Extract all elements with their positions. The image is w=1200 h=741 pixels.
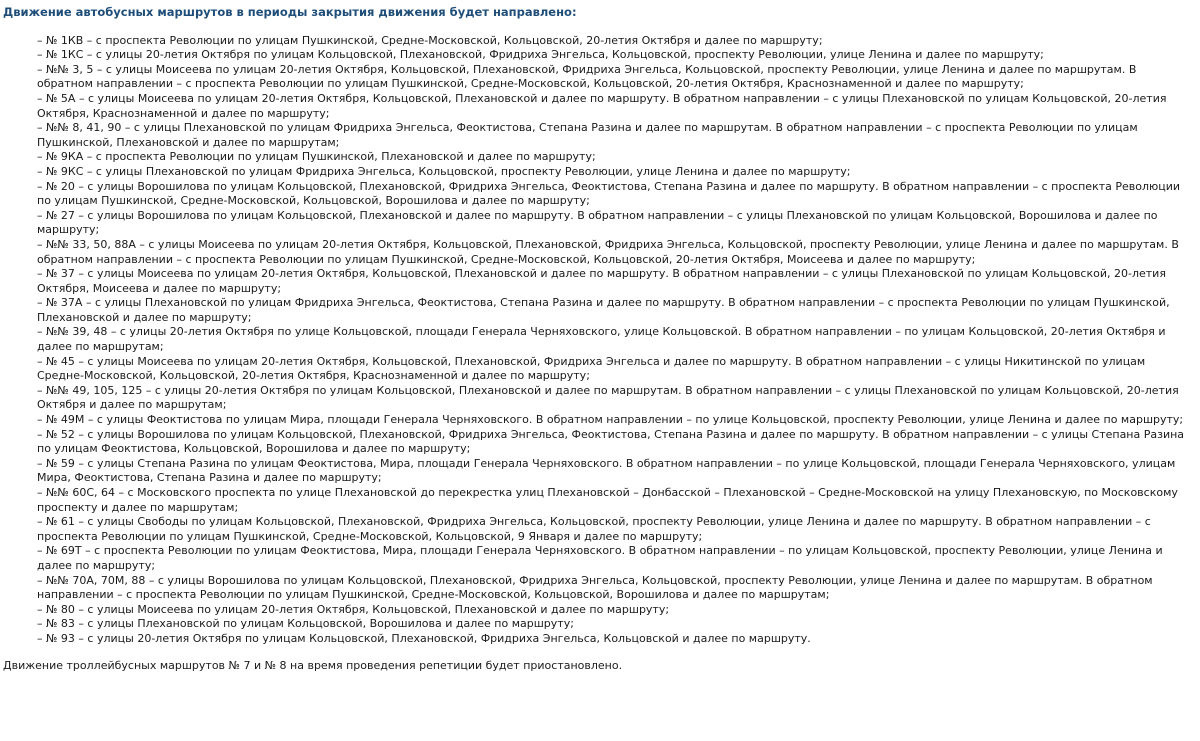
route-item-1kv: – № 1КВ – с проспекта Революции по улицам Пушкинской, Средне-Московской, Кольцовской, 20-летия Октября и далее по маршруту; <box>37 33 823 47</box>
route-item-27: – № 27 – с улицы Ворошилова по улицам Кольцовской, Плехановской и далее по маршруту. В обратном направлении – с улицы Плехановской по улицам Кольцовской, Ворошилова и далее по маршруту; <box>37 208 1158 237</box>
route-item-70a-70m-88: – №№ 70А, 70М, 88 – с улицы Ворошилова по улицам Кольцовской, Плехановской, Фридриха Энгельса, Кольцовской, проспекту Революции, улице Ленина и далее по маршрутам. В обратном направлении – с проспекта Революции по улицам Пушкинской, Средне-Московской, Кольцовской, Ворошилова и далее по маршрутам; <box>37 573 1153 602</box>
route-item-59: – № 59 – с улицы Степана Разина по улицам Феоктистова, Мира, площади Генерала Черняховского. В обратном направлении – по улице Кольцовской, площади Генерала Черняховского, улицам Мира, Феоктистова, Степана Разина и далее по маршруту; <box>37 456 1176 485</box>
route-list <box>3 34 1193 647</box>
route-item-20: – № 20 – с улицы Ворошилова по улицам Кольцовской, Плехановской, Фридриха Энгельса, Феоктистова, Степана Разина и далее по маршруту. В обратном направлении – с проспекта Революции по улицам Пушкинской, Средне-Московской, Кольцовской, Ворошилова и далее по маршруту; <box>37 179 1181 208</box>
route-item-60s-64: – №№ 60С, 64 – с Московского проспекта по улице Плехановской до перекрестка улиц Плехановской – Донбасской – Плехановской – Средне-Московской на улицу Плехановскую, по Московскому проспекту и далее по маршрутам; <box>37 486 1178 514</box>
route-item-9ks: – № 9КС – с улицы Плехановской по улицам Фридриха Энгельса, Кольцовской, проспекту Революции, улице Ленина и далее по маршруту; <box>37 164 851 178</box>
trolleybus-note: Движение троллейбусных маршрутов № 7 и № 8 на время проведения репетиции будет приостановлено. <box>3 658 623 672</box>
route-item-5a: – № 5А – с улицы Моисеева по улицам 20-летия Октября, Кольцовской, Плехановской и далее по маршруту. В обратном направлении – с улицы Плехановской по улицам Кольцовской, 20-летия Октября, Краснознаменной и далее по маршруту; <box>37 91 1167 120</box>
route-item-45: – № 45 – с улицы Моисеева по улицам 20-летия Октября, Кольцовской, Плехановской, Фридриха Энгельса и далее по маршруту. В обратном направлении – с улицы Никитинской по улицам Средне-Московской, Кольцовской, 20-летия Октября, Краснознаменной и далее по маршруту; <box>37 354 1146 383</box>
route-item-61: – № 61 – с улицы Свободы по улицам Кольцовской, Плехановской, Фридриха Энгельса, Кольцовской, проспекту Революции, улице Ленина и далее по маршруту. В обратном направлении – с проспекта Революции по улицам Пушкинской, Средне-Московской, Кольцовской, 9 Января и далее по маршруту; <box>37 515 1151 543</box>
route-item-37: – № 37 – с улицы Моисеева по улицам 20-летия Октября, Кольцовской, Плехановской и далее по маршруту. В обратном направлении – с улицы Плехановской по улицам Кольцовской, 20-летия Октября, Моисеева и далее по маршруту; <box>37 267 1166 295</box>
route-item-93: – № 93 – с улицы 20-летия Октября по улицам Кольцовской, Плехановской, Фридриха Энгельса, Кольцовской и далее по маршруту. <box>37 631 811 645</box>
route-item-1ks: – № 1КС – с улицы 20-летия Октября по улицам Кольцовской, Плехановской, Фридриха Энгельса, Кольцовской, проспекту Революции, улице Ленина и далее по маршруту; <box>37 48 1044 62</box>
article-body <box>3 5 1193 673</box>
route-item-39-48: – №№ 39, 48 – с улицы 20-летия Октября по улице Кольцовской, площади Генерала Черняховского, улице Кольцовской. В обратном направлении – по улицам Кольцовской, 20-летия Октября и далее по маршрутам; <box>37 325 1166 354</box>
route-item-49m: – № 49М – с улицы Феоктистова по улицам Мира, площади Генерала Черняховского. В обратном направлении – по улице Кольцовской, проспекту Революции, улице Ленина и далее по маршруту; <box>37 413 1184 427</box>
route-item-37a: – № 37А – с улицы Плехановской по улицам Фридриха Энгельса, Феоктистова, Степана Разина и далее по маршруту. В обратном направлении – с проспекта Революции по улицам Пушкинской, Плехановской и далее по маршруту; <box>37 296 1170 324</box>
route-item-52: – № 52 – с улицы Ворошилова по улицам Кольцовской, Плехановской, Фридриха Энгельса, Феоктистова, Степана Разина и далее по маршруту. В обратном направлении – с улицы Степана Разина по улицам Феоктистова, Кольцовской, Ворошилова и далее по маршруту; <box>37 427 1185 456</box>
route-item-3-5: – №№ 3, 5 – с улицы Моисеева по улицам 20-летия Октября, Кольцовской, Плехановской, Фридриха Энгельса, Кольцовской, проспекту Революции, улице Ленина и далее по маршрутам. В обратном направлении – с проспекта Революции по улицам Пушкинской, Средне-Московской, Кольцовской, 20-летия Октября, Краснознаменной и далее по маршруту; <box>37 62 1137 91</box>
route-item-49-105-125: – №№ 49, 105, 125 – с улицы 20-летия Октября по улицам Кольцовской, Плехановской и далее по маршрутам. В обратном направлении – с улицы Плехановской по улицам Кольцовской, 20-летия Октября и далее по маршрутам; <box>37 383 1179 412</box>
route-item-69t: – № 69Т – с проспекта Революции по улицам Феоктистова, Мира, площади Генерала Черняховского. В обратном направлении – по улицам Кольцовской, проспекту Революции, улице Ленина и далее по маршруту; <box>37 544 1163 572</box>
route-item-8-41-90: – №№ 8, 41, 90 – с улицы Плехановской по улицам Фридриха Энгельса, Феоктистова, Степана Разина и далее по маршрутам. В обратном направлении – с проспекта Революции по улицам Пушкинской, Плехановской и далее по маршрутам; <box>37 121 1138 149</box>
route-item-33-50-88a: – №№ 33, 50, 88А – с улицы Моисеева по улицам 20-летия Октября, Кольцовской, Плехановской, Фридриха Энгельса, Кольцовской, проспекту Революции, улице Ленина и далее по маршрутам. В обратном направлении – с проспекта Революции по улицам Пушкинской, Средне-Московской, Кольцовской, 20-летия Октября, Моисеева и далее по маршруту; <box>37 237 1179 266</box>
route-item-9ka: – № 9КА – с проспекта Революции по улицам Пушкинской, Плехановской и далее по маршруту; <box>37 150 596 164</box>
route-item-80: – № 80 – с улицы Моисеева по улицам 20-летия Октября, Кольцовской, Плехановской и далее по маршруту; <box>37 602 670 616</box>
section-heading: Движение автобусных маршрутов в периоды закрытия движения будет направлено: <box>3 5 577 19</box>
route-item-83: – № 83 – с улицы Плехановской по улицам Кольцовской, Ворошилова и далее по маршруту; <box>37 617 574 631</box>
